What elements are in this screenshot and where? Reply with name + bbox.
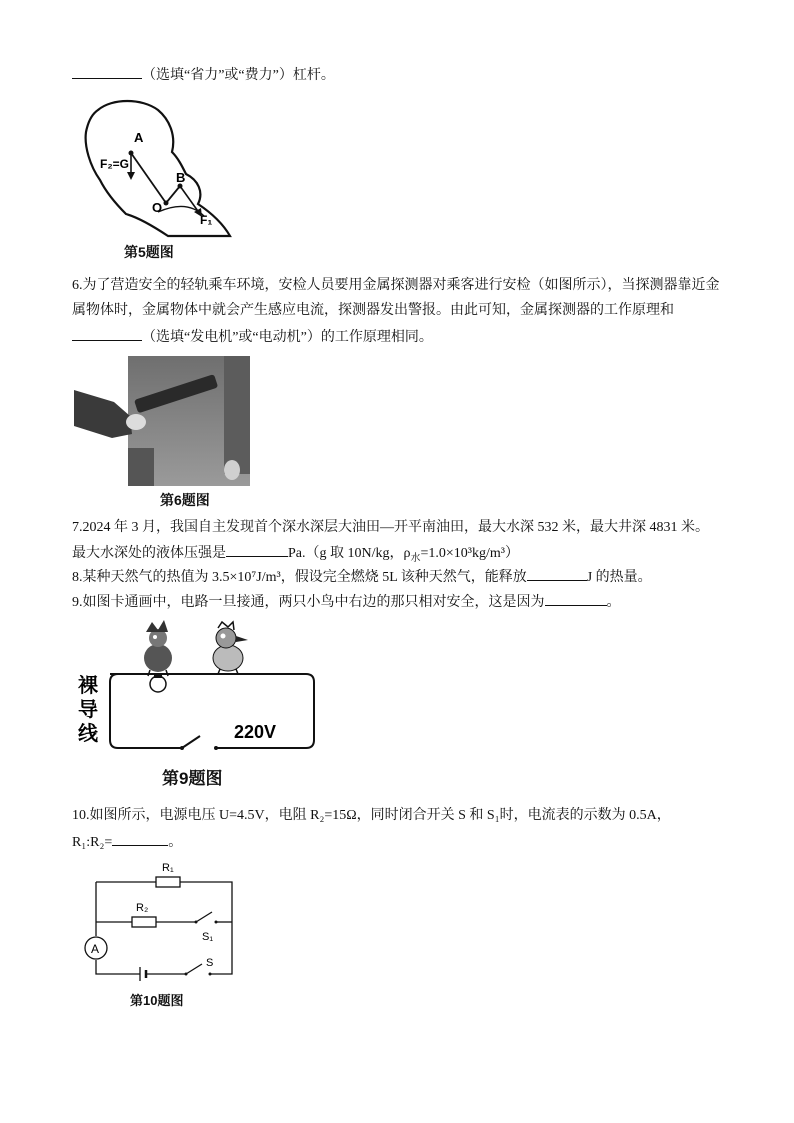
label-o: O bbox=[152, 200, 163, 215]
bare-wire-top-right bbox=[110, 674, 314, 748]
q6-line-2: 属物体时，金属物体中就会产生感应电流，探测器发出警报。由此可知，金属探测器的工作原理和 bbox=[72, 303, 674, 318]
force-f2-arrowhead bbox=[127, 172, 135, 180]
q9-figure-caption: 第9题图 bbox=[162, 769, 223, 788]
bare-wire-label-1: 裸 bbox=[78, 675, 98, 697]
q8-text-a: 8.某种天然气的热值为 3.5×10⁷J/m³，假设完全燃烧 5L 该种天然气，能释放 bbox=[72, 570, 527, 585]
switch-blade[interactable] bbox=[182, 736, 200, 748]
s-label: S bbox=[206, 957, 214, 969]
resistor-r2 bbox=[132, 917, 156, 927]
q7-line-2 bbox=[72, 542, 519, 569]
bulb-base bbox=[154, 674, 162, 678]
bare-wire-label-3: 线 bbox=[78, 723, 98, 745]
switch-s1-pivot bbox=[195, 921, 198, 924]
switch-s-blade[interactable] bbox=[186, 964, 202, 974]
q6-line-1: 6.为了营造安全的轻轨乘车环境，安检人员要用金属探测器对乘客进行安检（如图所示），当探测器靠近金 bbox=[72, 278, 720, 293]
passenger-leg bbox=[128, 448, 154, 486]
q10-line-2 bbox=[72, 831, 182, 853]
q5-figure-caption: 第5题图 bbox=[124, 244, 174, 260]
q6-tail-text: （选填“发电机”或“电动机”）的工作原理相同。 bbox=[142, 330, 433, 345]
q9-text-b: 。 bbox=[606, 595, 621, 610]
q7-text-b: Pa.（g 取 10N/kg，ρ bbox=[288, 546, 411, 561]
label-f2: F₂=G bbox=[100, 157, 130, 171]
r1-label: R₁ bbox=[162, 862, 174, 874]
q5-tail-text: （选填“省力”或“费力”）杠杆。 bbox=[142, 68, 335, 83]
switch-contact bbox=[214, 746, 218, 750]
q5-answer-line bbox=[72, 64, 335, 86]
q10-text-b: 。 bbox=[168, 835, 183, 850]
ammeter-label: A bbox=[91, 942, 100, 956]
point-a-dot bbox=[129, 151, 134, 156]
q10-line-1: 10.如图所示，电源电压 U=4.5V，电阻 R₂=15Ω，同时闭合开关 S 和 S₁时，电流表的示数为 0.5A， bbox=[72, 808, 671, 823]
lever-arm-ob bbox=[166, 186, 180, 203]
switch-s1-blade[interactable] bbox=[196, 912, 212, 922]
point-o-dot bbox=[164, 201, 169, 206]
force-f1-arrow bbox=[180, 186, 200, 214]
q10-figure bbox=[80, 856, 250, 1008]
q9-figure bbox=[76, 618, 326, 790]
s1-label: S₁ bbox=[202, 931, 214, 943]
inspector-hand bbox=[126, 414, 146, 430]
q10-figure-caption: 第10题图 bbox=[130, 993, 184, 1008]
inspector-arm bbox=[74, 390, 132, 438]
resistor-r1 bbox=[156, 877, 180, 887]
q10-text-a: R₁:R₂= bbox=[72, 835, 113, 850]
q7-text-a: 最大水深处的液体压强是 bbox=[72, 546, 226, 561]
q9-text-a: 9.如图卡通画中，电路一旦接通，两只小鸟中右边的那只相对安全，这是因为 bbox=[72, 595, 545, 610]
q6-answer-blank[interactable] bbox=[72, 326, 142, 341]
lever-arm-ao bbox=[131, 153, 166, 203]
voltage-label: 220V bbox=[234, 722, 277, 742]
passenger-arm bbox=[224, 356, 250, 474]
q7-text-c: =1.0×10³kg/m³） bbox=[420, 546, 519, 561]
label-a: A bbox=[134, 130, 144, 145]
r2-label: R₂ bbox=[136, 902, 149, 914]
switch-s-contact bbox=[209, 973, 212, 976]
q8-text-b: J 的热量。 bbox=[586, 570, 652, 585]
q8-line bbox=[72, 566, 652, 588]
q8-answer-blank[interactable] bbox=[527, 566, 587, 581]
q7-line-1: 7.2024 年 3 月，我国自主发现首个深水深层大油田—开平南油田，最大水深 532 米，最大井深 4831 米。 bbox=[72, 520, 709, 535]
q7-answer-blank[interactable] bbox=[226, 542, 288, 557]
q9-line bbox=[72, 591, 621, 613]
wire-left-lower bbox=[96, 960, 140, 974]
label-f1: F₁ bbox=[200, 213, 213, 227]
q5-figure bbox=[80, 96, 240, 268]
q7-rho-subscript: 水 bbox=[410, 552, 421, 564]
q10-circuit-diagram bbox=[80, 856, 250, 982]
switch-s-pivot bbox=[185, 973, 188, 976]
q6-answer-line bbox=[72, 326, 433, 348]
q6-security-check-photo bbox=[74, 352, 254, 488]
bare-wire-label-2: 导 bbox=[78, 699, 98, 721]
q9-answer-blank[interactable] bbox=[545, 591, 607, 606]
switch-s1-contact bbox=[215, 921, 218, 924]
right-bird-icon bbox=[213, 622, 248, 674]
label-b: B bbox=[176, 170, 186, 185]
q5-answer-blank[interactable] bbox=[72, 64, 142, 79]
passenger-hand bbox=[224, 460, 240, 480]
bare-wire-bottom-left bbox=[110, 674, 182, 748]
q10-answer-blank[interactable] bbox=[112, 831, 168, 846]
bulb-icon bbox=[150, 676, 166, 692]
q6-figure bbox=[74, 352, 254, 512]
switch-pivot bbox=[180, 746, 184, 750]
left-bird-icon bbox=[144, 620, 172, 676]
q6-figure-caption: 第6题图 bbox=[160, 492, 210, 508]
